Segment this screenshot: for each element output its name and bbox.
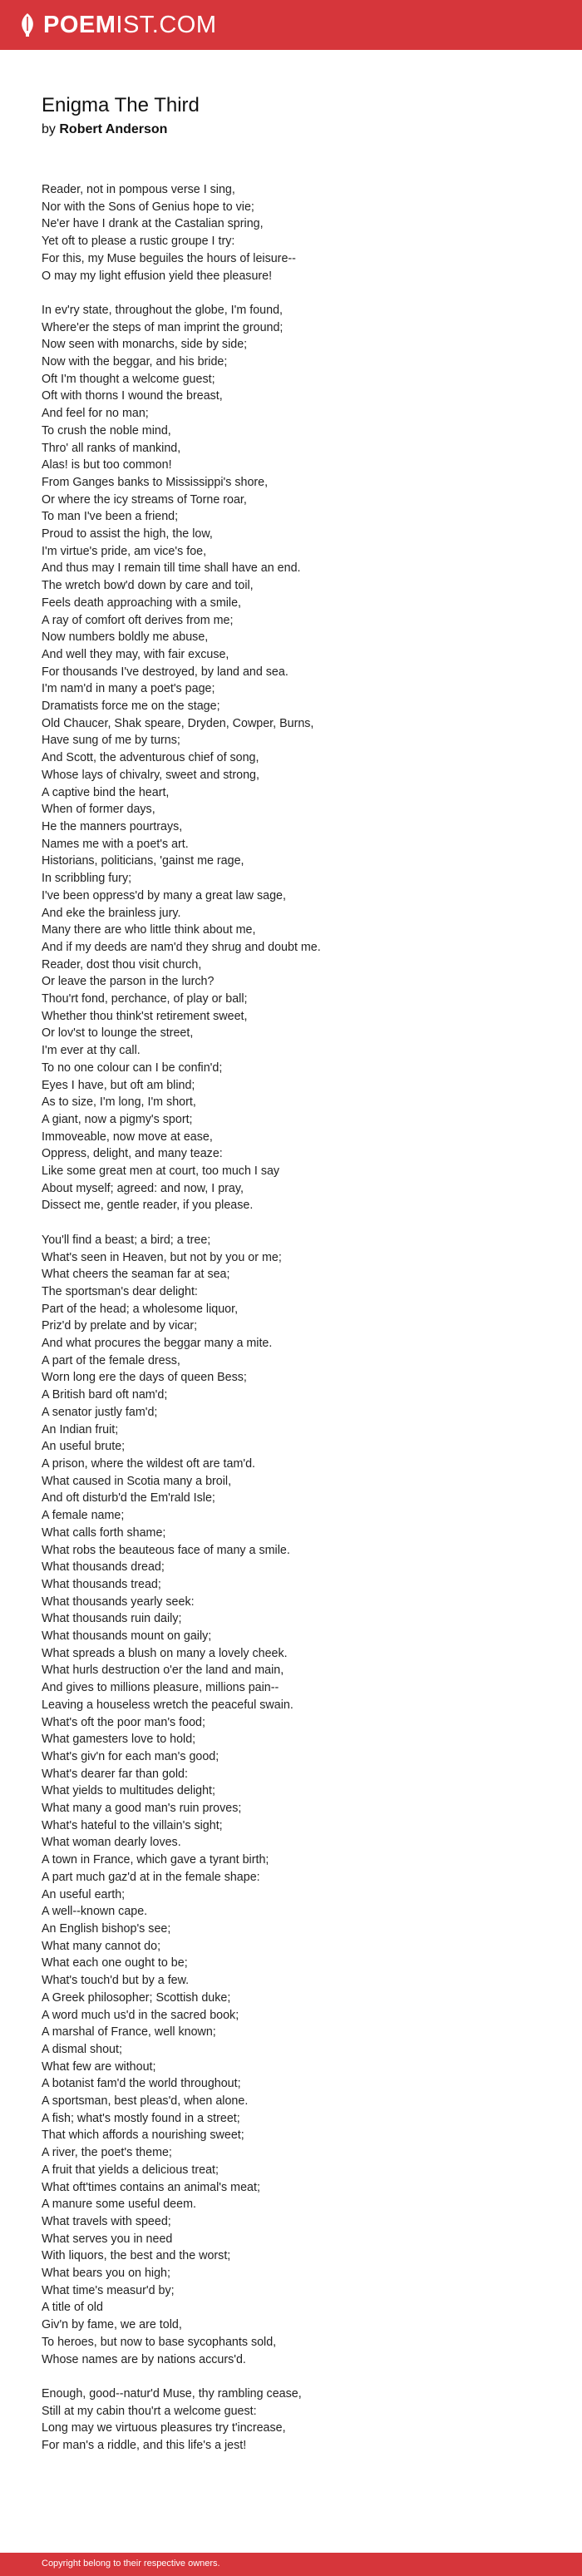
poem-line: To heroes, but now to base sycophants sold, (42, 2335, 277, 2349)
poem-line: A part of the female dress, (42, 1353, 180, 1367)
poem-title: Enigma The Third (42, 94, 200, 116)
poem-line: What's oft the poor man's food; (42, 1715, 205, 1729)
poem-line: What gamesters love to hold; (42, 1733, 196, 1747)
poem-line: What bears you on high; (42, 2267, 170, 2281)
poem-line: Feels death approaching with a smile, (42, 596, 242, 610)
poem-line: Long may we virtuous pleasures try t'increase, (42, 2421, 286, 2435)
poem-line: Oft I'm thought a welcome guest; (42, 372, 215, 386)
poem-line: A ray of comfort oft derives from me; (42, 613, 234, 627)
poem-line: Names me with a poet's art. (42, 837, 189, 851)
poem-line: And oft disturb'd the Em'rald Isle; (42, 1491, 215, 1506)
poem-line: Or where the icy streams of Torne roar, (42, 492, 247, 507)
poem-line: What serves you in need (42, 2232, 173, 2246)
poem-line: Where'er the steps of man imprint the ground; (42, 320, 284, 334)
poem-line: An useful brute; (42, 1440, 126, 1454)
poem-line: And what procures the beggar many a mite. (42, 1337, 273, 1351)
logo-text-light: IST.COM (116, 12, 217, 38)
poem-line: A female name; (42, 1509, 125, 1523)
quill-pen-icon (18, 12, 37, 37)
poem-line: An English bishop's see; (42, 1921, 171, 1936)
poem-line: What time's measur'd by; (42, 2283, 175, 2297)
poem-line: What yields to multitudes delight; (42, 1784, 215, 1798)
poem-line: As to size, I'm long, I'm short, (42, 1095, 196, 1110)
poem-line: What hurls destruction o'er the land and main, (42, 1664, 284, 1678)
poem-line: And gives to millions pleasure, millions pain-- (42, 1681, 279, 1695)
poem-line: For this, my Muse beguiles the hours of leisure-- (42, 251, 296, 265)
poem-line: And eke the brainless jury. (42, 906, 181, 920)
poem-line: O may my light effusion yield thee pleasure! (42, 269, 273, 283)
poem-line: In scribbling fury; (42, 872, 132, 886)
poem-line: Many there are who little think about me, (42, 923, 256, 937)
poem-line: To man I've been a friend; (42, 510, 179, 524)
poem-line: An useful earth; (42, 1887, 126, 1901)
stanza (42, 181, 557, 284)
poem-line: The wretch bow'd down by care and toil, (42, 579, 254, 593)
poem-line: Or lov'st to lounge the street, (42, 1026, 194, 1041)
poem-line: To crush the noble mind, (42, 423, 171, 438)
poem-line: From Ganges banks to Mississippi's shore, (42, 475, 269, 489)
poem-line: A title of old (42, 2301, 103, 2315)
poem-line: Alas! is but too common! (42, 458, 172, 472)
poem-line: What's dearer far than gold: (42, 1767, 188, 1781)
poem-line: I'm ever at thy call. (42, 1044, 141, 1058)
poem-line: What caused in Scotia many a broil, (42, 1474, 232, 1488)
poem-line: Now with the beggar, and his bride; (42, 355, 228, 369)
poem-line: And if my deeds are nam'd they shrug and doubt me. (42, 940, 321, 954)
poem-line: He the manners pourtrays, (42, 820, 183, 833)
poem-line: What's touch'd but by a few. (42, 1974, 190, 1988)
site-logo[interactable] (18, 12, 217, 38)
poem-line: What's seen in Heaven, but not by you or me; (42, 1250, 282, 1264)
poem-line: What thousands tread; (42, 1577, 161, 1591)
poem-line: Immoveable, now move at ease, (42, 1130, 213, 1144)
poem-line: What thousands mount on gaily; (42, 1629, 212, 1644)
poem-line: What few are without; (42, 2059, 156, 2074)
poem-line: Proud to assist the high, the low, (42, 527, 213, 541)
poem-line: Worn long ere the days of queen Bess; (42, 1371, 247, 1385)
poem-line: What cheers the seaman far at sea; (42, 1268, 230, 1282)
poem-line: Thro' all ranks of mankind, (42, 441, 181, 455)
poem-line: What many a good man's ruin proves; (42, 1802, 242, 1816)
poem-line: Historians, politicians, 'gainst me rage, (42, 854, 244, 868)
stanza (42, 302, 557, 1214)
poem-line: What woman dearly loves. (42, 1836, 181, 1850)
poem-line: Or leave the parson in the lurch? (42, 975, 215, 989)
copyright-notice: Copyright belong to their respective owners. (42, 2559, 220, 2569)
poem-line: Yet oft to please a rustic groupe I try: (42, 235, 235, 249)
poem-line: Eyes I have, but oft am blind; (42, 1078, 195, 1092)
poem-line: A fruit that yields a delicious treat; (42, 2163, 219, 2177)
poem-line: Priz'd by prelate and by vicar; (42, 1319, 198, 1333)
poem-line: That which affords a nourishing sweet; (42, 2129, 244, 2143)
poem-line: Dissect me, gentle reader, if you please. (42, 1199, 254, 1213)
poem-line: A river, the poet's theme; (42, 2146, 172, 2160)
poem-line: What robs the beauteous face of many a smile. (42, 1543, 290, 1557)
poem-line: About myself; agreed: and now, I pray, (42, 1181, 244, 1195)
poem-line: A well--known cape. (42, 1905, 148, 1919)
poem-line: For thousands I've destroyed, by land and sea. (42, 665, 289, 679)
poem-line: And thus may I remain till time shall have an end. (42, 561, 301, 576)
poem-line: What calls forth shame; (42, 1525, 166, 1540)
poem-line: Now seen with monarchs, side by side; (42, 338, 248, 352)
poem-line: A dismal shout; (42, 2042, 122, 2056)
poem-line: And well they may, with fair excuse, (42, 647, 229, 661)
poem-line: A prison, where the wildest oft are tam'd. (42, 1457, 256, 1471)
stanza (42, 1232, 557, 2368)
poem-line: What many cannot do; (42, 1939, 161, 1953)
poem-line: What each one ought to be; (42, 1956, 188, 1970)
poem-line: Giv'n by fame, we are told, (42, 2318, 182, 2332)
poem-line: Thou'rt fond, perchance, of play or ball; (42, 992, 248, 1006)
poem-line: To no one colour can I be confin'd; (42, 1061, 223, 1075)
poem-line: A town in France, which gave a tyrant birth; (42, 1853, 269, 1867)
poem-line: I'm virtue's pride, am vice's foe, (42, 544, 207, 558)
poem-line: The sportsman's dear delight: (42, 1284, 198, 1298)
poem-line: Reader, dost thou visit church, (42, 957, 202, 972)
by-label: by (42, 122, 56, 136)
poem-line: What travels with speed; (42, 2214, 171, 2228)
poem-line: Oft with thorns I wound the breast, (42, 389, 223, 403)
poem-byline (42, 122, 167, 137)
poem-line: And Scott, the adventurous chief of song, (42, 751, 259, 765)
poem-line: Have sung of me by turns; (42, 734, 180, 748)
poem-line: Ne'er have I drank at the Castalian spring, (42, 217, 264, 231)
poem-line: What thousands yearly seek: (42, 1595, 195, 1609)
poem-line: What's hateful to the villain's sight; (42, 1818, 223, 1832)
poem-line: With liquors, the best and the worst; (42, 2249, 231, 2263)
poem-line: Enough, good--natur'd Muse, thy rambling cease, (42, 2386, 302, 2400)
poem-line: Like some great men at court, too much I say (42, 1164, 280, 1179)
poem-line: Oppress, delight, and many teaze: (42, 1147, 223, 1161)
poem-line: For man's a riddle, and this life's a jest! (42, 2439, 247, 2453)
poem-line: What thousands ruin daily; (42, 1612, 182, 1626)
poem-line: Old Chaucer, Shak speare, Dryden, Cowper, Burns, (42, 716, 314, 730)
poem-line: A botanist fam'd the world throughout; (42, 2077, 241, 2091)
poem-line: A word much us'd in the sacred book; (42, 2008, 239, 2022)
poem-line: Whether thou think'st retirement sweet, (42, 1009, 248, 1023)
poem-line: Nor with the Sons of Genius hope to vie; (42, 200, 254, 214)
logo-text-bold: POEM (43, 12, 116, 38)
poem-line: Reader, not in pompous verse I sing, (42, 183, 235, 196)
author-link[interactable]: Robert Anderson (59, 122, 168, 136)
poem-body (42, 181, 557, 2471)
poem-line: What spreads a blush on many a lovely cheek. (42, 1646, 288, 1660)
poem-line: A marshal of France, well known; (42, 2025, 216, 2040)
poem-line: What thousands dread; (42, 1560, 165, 1575)
site-footer (0, 2553, 582, 2576)
poem-line: A giant, now a pigmy's sport; (42, 1112, 193, 1126)
poem-line: You'll find a beast; a bird; a tree; (42, 1233, 211, 1247)
poem-line: Still at my cabin thou'rt a welcome guest: (42, 2404, 257, 2418)
poem-line: A part much gaz'd at in the female shape: (42, 1870, 260, 1884)
poem-line: And feel for no man; (42, 407, 149, 421)
poem-line: A senator justly fam'd; (42, 1405, 158, 1419)
poem-line: Leaving a houseless wretch the peaceful swain. (42, 1698, 293, 1712)
site-header (0, 0, 582, 50)
poem-line: In ev'ry state, throughout the globe, I'm found, (42, 303, 283, 317)
poem-line: What oft'times contains an animal's meat; (42, 2180, 260, 2194)
poem-line: An Indian fruit; (42, 1422, 119, 1436)
poem-line: I've been oppress'd by many a great law sage, (42, 888, 286, 902)
poem-line: A captive bind the heart, (42, 785, 170, 799)
poem-line: I'm nam'd in many a poet's page; (42, 682, 215, 696)
poem-line: A manure some useful deem. (42, 2198, 196, 2212)
poem-line: When of former days, (42, 803, 155, 817)
poem-line: A sportsman, best pleas'd, when alone. (42, 2094, 249, 2109)
stanza (42, 2386, 557, 2455)
poem-line: Whose lays of chivalry, sweet and strong, (42, 768, 259, 782)
poem-line: What's giv'n for each man's good; (42, 1749, 219, 1763)
poem-line: A Greek philosopher; Scottish duke; (42, 1990, 231, 2005)
poem-line: Whose names are by nations accurs'd. (42, 2352, 246, 2366)
poem-line: A fish; what's mostly found in a street; (42, 2111, 240, 2125)
poem-line: Part of the head; a wholesome liquor, (42, 1302, 239, 1316)
poem-line: Now numbers boldly me abuse, (42, 630, 209, 645)
poem-line: A British bard oft nam'd; (42, 1388, 168, 1402)
poem-line: Dramatists force me on the stage; (42, 700, 220, 714)
